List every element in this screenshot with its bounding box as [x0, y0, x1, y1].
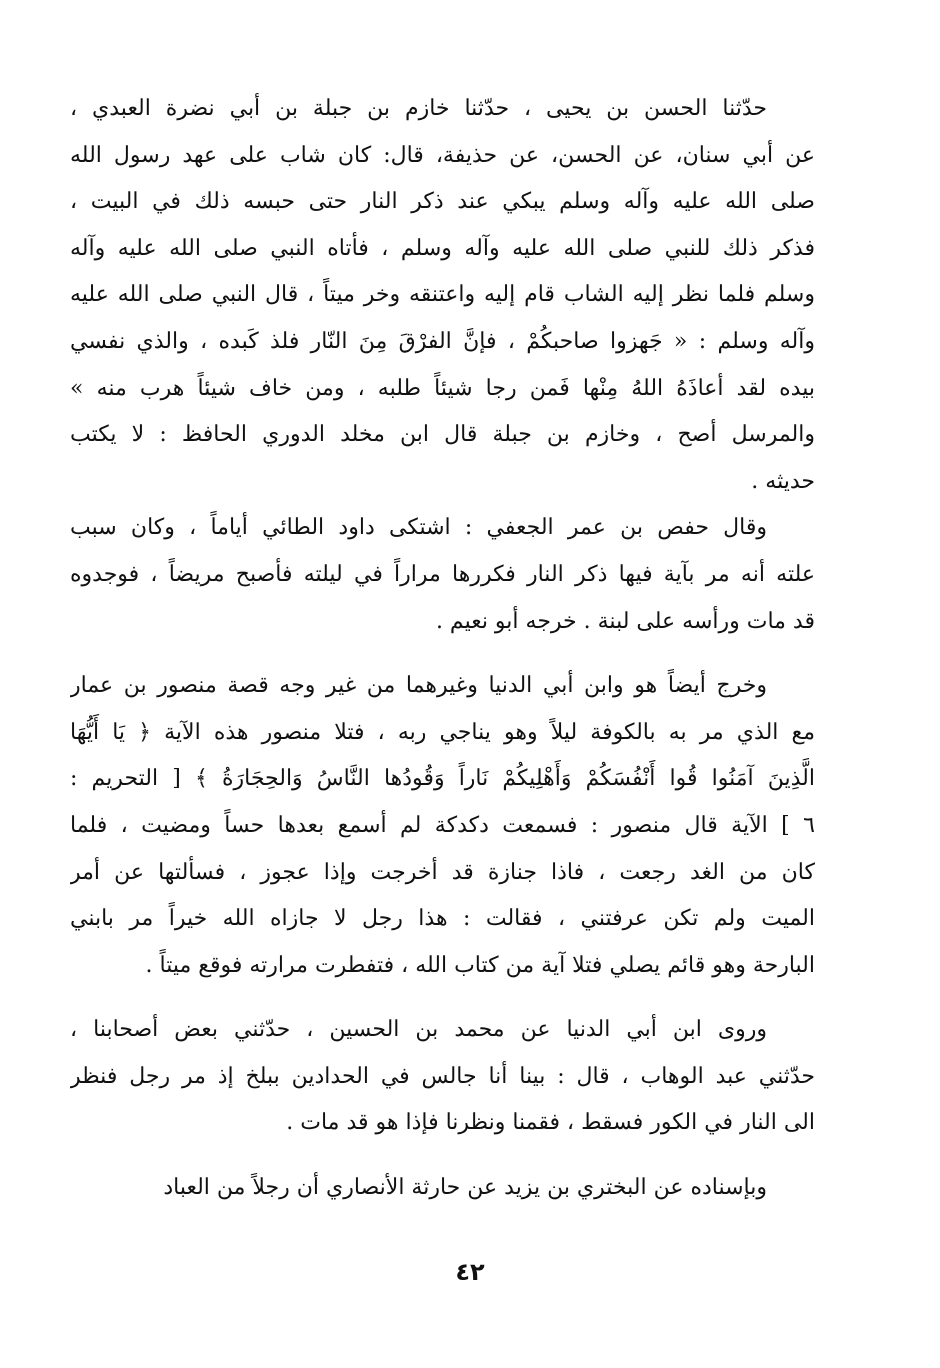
paragraph-gap: [70, 989, 815, 1007]
text-line: حدّثنا الحسن بن يحيى ، حدّثنا خازم بن جبلة بن أبي نضرة العبدي ،: [70, 96, 767, 121]
text-line: عن أبي سنان، عن الحسن، عن حذيفة، قال: كان شاب على عهد رسول الله: [70, 142, 815, 168]
text-line: قد مات ورأسه على لبنة . خرجه أبو نعيم .: [435, 608, 815, 634]
paragraph-1: [70, 86, 815, 505]
text-line: وسلم فلما نظر إليه الشاب قام إليه واعتنقه وخر ميتاً ، قال النبي صلى الله عليه: [70, 282, 815, 308]
text-line: البارحة وهو قائم يصلي فتلا آية من كتاب الله ، فتفطرت مرارته فوقع ميتاً .: [145, 952, 815, 978]
text-line: وبإسناده عن البختري بن يزيد عن حارثة الأنصاري أن رجلاً من العباد: [163, 1175, 767, 1201]
text-line: الميت ولم تكن عرفتني ، فقالت : هذا رجل لا جازاه الله خيراً مر بابني: [70, 906, 815, 932]
text-line: وقال حفص بن عمر الجعفي : اشتكى داود الطائي أياماً ، وكان سبب: [70, 515, 767, 541]
text-line: بيده لقد أعاذَهُ اللهُ مِنْها فَمن رجا شيئاً طلبه ، ومن خاف شيئاً هرب منه »: [70, 375, 815, 401]
text-line: صلى الله عليه وآله وسلم يبكي عند ذكر النار حتى حبسه ذلك في البيت ،: [70, 189, 815, 215]
paragraph-gap: [70, 645, 815, 663]
page-number: ٤٢: [455, 1258, 485, 1286]
paragraph-5: [70, 1165, 815, 1212]
text-line: كان من الغد رجعت ، فاذا جنازة قد أخرجت وإذا عجوز ، فسألتها عن أمر: [70, 859, 815, 885]
text-line: حديثه .: [751, 468, 815, 494]
paragraph-3: [70, 663, 815, 989]
text-line: وروى ابن أبي الدنيا عن محمد بن الحسين ، حدّثني بعض أصحابنا ،: [70, 1017, 767, 1043]
body-text: [70, 86, 815, 1212]
text-line: الى النار في الكور فسقط ، فقمنا ونظرنا فإذا هو قد مات .: [286, 1110, 815, 1136]
paragraph-gap: [70, 1147, 815, 1165]
text-line: حدّثني عبد الوهاب ، قال : بينا أنا جالس في الحدادين ببلخ إذ مر رجل فنظر: [70, 1063, 815, 1089]
paragraph-2: [70, 505, 815, 645]
text-line: مع الذي مر به بالكوفة ليلاً وهو يناجي ربه ، فتلا منصور هذه الآية ﴿ يَا أَيُّهَا: [70, 719, 815, 745]
text-line: الَّذِينَ آمَنُوا قُوا أَنْفُسَكُمْ وَأَهْلِيكُمْ نَاراً وَقُودُها النَّاسُ وَالحِجَارَةُ ﴾ [ التحريم :: [70, 766, 815, 792]
text-line: وخرج أيضاً هو وابن أبي الدنيا وغيرهما من غير وجه قصة منصور بن عمار: [70, 673, 767, 699]
text-line: وآله وسلم : « جَهزوا صاحبكُمْ ، فإنَّ الفرْقَ مِنَ النّار فلذ كَبده ، والذي نفسي: [70, 328, 815, 354]
text-line: فذكر ذلك للنبي صلى الله عليه وآله وسلم ، فأتاه النبي صلى الله عليه وآله: [70, 235, 815, 261]
text-line: علته أنه مر بآية فيها ذكر النار فكررها مراراً في ليلته فأصبح مريضاً ، فوجدوه: [70, 561, 815, 587]
paragraph-4: [70, 1007, 815, 1147]
text-line: ٦ ] الآية قال منصور : فسمعت دكدكة لم أسمع بعدها حساً ومضيت ، فلما: [70, 812, 815, 838]
text-line: والمرسل أصح ، وخازم بن جبلة قال ابن مخلد الدوري الحافظ : لا يكتب: [70, 422, 815, 448]
